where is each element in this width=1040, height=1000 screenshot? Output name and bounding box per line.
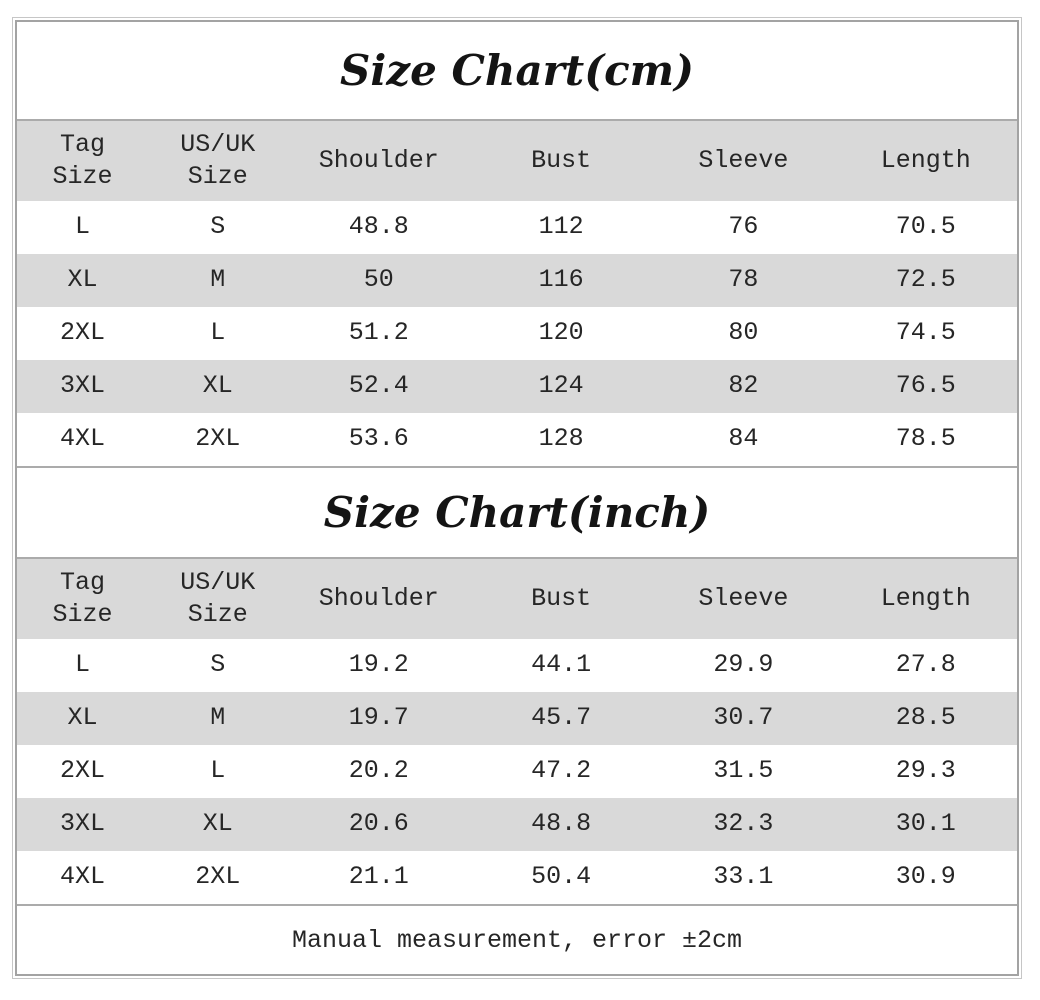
table-cell: L — [210, 756, 226, 786]
table-cell: 47.2 — [531, 756, 592, 786]
table-cell: XL — [67, 703, 98, 733]
inch-header-row — [17, 559, 1017, 639]
column-header-tag-size: Tag Size — [52, 567, 113, 629]
table-cell: 30.9 — [895, 862, 956, 892]
table-cell: 2XL — [59, 756, 105, 786]
table-row — [17, 254, 1017, 307]
table-cell: 19.2 — [348, 650, 409, 680]
table-cell: 112 — [538, 212, 584, 242]
inch-chart-title: Size Chart(inch) — [323, 488, 711, 537]
column-header-length: Length — [880, 583, 971, 613]
table-cell: XL — [202, 809, 233, 839]
table-cell: 2XL — [59, 318, 105, 348]
column-header-us-uk-size: US/UK Size — [180, 129, 256, 191]
size-chart-inch-table — [17, 559, 1017, 904]
table-cell: M — [210, 703, 226, 733]
column-header-sleeve: Sleeve — [698, 583, 789, 613]
table-cell: 31.5 — [713, 756, 774, 786]
table-cell: 33.1 — [713, 862, 774, 892]
column-header-bust: Bust — [531, 145, 592, 175]
table-row — [17, 639, 1017, 692]
table-cell: 78.5 — [895, 424, 956, 454]
table-cell: 74.5 — [895, 318, 956, 348]
table-cell: 80 — [728, 318, 759, 348]
table-row — [17, 692, 1017, 745]
table-cell: XL — [202, 371, 233, 401]
column-header-shoulder: Shoulder — [318, 145, 439, 175]
table-row — [17, 798, 1017, 851]
table-cell: 20.6 — [348, 809, 409, 839]
table-cell: S — [210, 650, 226, 680]
table-cell: 29.3 — [895, 756, 956, 786]
table-cell: XL — [67, 265, 98, 295]
table-cell: L — [74, 650, 90, 680]
table-cell: 2XL — [195, 862, 241, 892]
table-cell: 21.1 — [348, 862, 409, 892]
table-cell: 76 — [728, 212, 759, 242]
table-row — [17, 413, 1017, 466]
table-row — [17, 307, 1017, 360]
cm-header-row — [17, 121, 1017, 201]
column-header-sleeve: Sleeve — [698, 145, 789, 175]
table-cell: 51.2 — [348, 318, 409, 348]
table-cell: 4XL — [59, 424, 105, 454]
table-cell: 30.1 — [895, 809, 956, 839]
column-header-bust: Bust — [531, 583, 592, 613]
cm-title-section — [17, 22, 1017, 121]
table-cell: L — [210, 318, 226, 348]
cm-table-body — [17, 201, 1017, 466]
table-cell: 50.4 — [531, 862, 592, 892]
inch-table-body — [17, 639, 1017, 904]
table-cell: 128 — [538, 424, 584, 454]
column-header-shoulder: Shoulder — [318, 583, 439, 613]
table-row — [17, 201, 1017, 254]
table-cell: 70.5 — [895, 212, 956, 242]
table-cell: 30.7 — [713, 703, 774, 733]
table-cell: 72.5 — [895, 265, 956, 295]
inch-title-section — [17, 466, 1017, 559]
table-cell: 82 — [728, 371, 759, 401]
table-cell: 2XL — [195, 424, 241, 454]
table-row — [17, 851, 1017, 904]
table-cell: 29.9 — [713, 650, 774, 680]
table-cell: L — [74, 212, 90, 242]
chart-frame — [12, 17, 1022, 979]
table-cell: 116 — [538, 265, 584, 295]
inch-table-header — [17, 559, 1017, 639]
table-cell: 84 — [728, 424, 759, 454]
table-cell: M — [210, 265, 226, 295]
table-cell: 76.5 — [895, 371, 956, 401]
cm-chart-title: Size Chart(cm) — [340, 46, 694, 95]
table-cell: 48.8 — [531, 809, 592, 839]
table-cell: 19.7 — [348, 703, 409, 733]
table-row — [17, 360, 1017, 413]
table-cell: 44.1 — [531, 650, 592, 680]
table-cell: 120 — [538, 318, 584, 348]
table-cell: 53.6 — [348, 424, 409, 454]
table-cell: 27.8 — [895, 650, 956, 680]
table-cell: 3XL — [59, 371, 105, 401]
column-header-length: Length — [880, 145, 971, 175]
table-cell: 78 — [728, 265, 759, 295]
table-cell: 28.5 — [895, 703, 956, 733]
column-header-us-uk-size: US/UK Size — [180, 567, 256, 629]
table-cell: 48.8 — [348, 212, 409, 242]
table-cell: 50 — [363, 265, 394, 295]
column-header-tag-size: Tag Size — [52, 129, 113, 191]
table-cell: 4XL — [59, 862, 105, 892]
table-cell: 52.4 — [348, 371, 409, 401]
table-cell: 124 — [538, 371, 584, 401]
table-cell: 20.2 — [348, 756, 409, 786]
cm-table-header — [17, 121, 1017, 201]
table-cell: 45.7 — [531, 703, 592, 733]
table-row — [17, 745, 1017, 798]
table-cell: 32.3 — [713, 809, 774, 839]
size-chart-cm-table — [17, 121, 1017, 466]
chart-frame-inner — [15, 20, 1019, 976]
table-cell: 3XL — [59, 809, 105, 839]
measurement-note: Manual measurement, error ±2cm — [17, 904, 1017, 974]
table-cell: S — [210, 212, 226, 242]
